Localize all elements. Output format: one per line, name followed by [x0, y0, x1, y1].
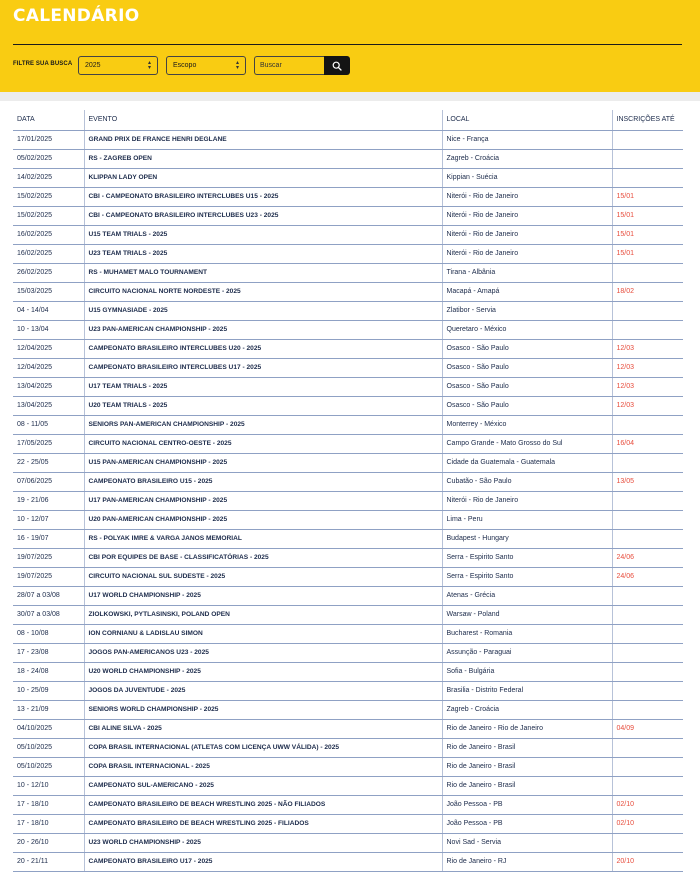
cell-registration-deadline	[612, 149, 683, 168]
cell-event: RS - ZAGREB OPEN	[84, 149, 442, 168]
cell-registration-deadline: 13/05	[612, 472, 683, 491]
cell-date: 16/02/2025	[13, 244, 84, 263]
cell-registration-deadline	[612, 757, 683, 776]
cell-location: Zagreb - Croácia	[442, 700, 612, 719]
table-row[interactable]	[13, 187, 683, 206]
cell-event: U17 WORLD CHAMPIONSHIP - 2025	[84, 586, 442, 605]
scope-select-value: Escopo	[173, 62, 197, 69]
cell-registration-deadline	[612, 605, 683, 624]
column-header-date: DATA	[13, 110, 84, 130]
cell-date: 30/07 a 03/08	[13, 605, 84, 624]
cell-event: ION CORNIANU & LADISLAU SIMON	[84, 624, 442, 643]
cell-event: COPA BRASIL INTERNACIONAL (ATLETAS COM LICENÇA UWW VÁLIDA) - 2025	[84, 738, 442, 757]
cell-registration-deadline	[612, 586, 683, 605]
cell-registration-deadline	[612, 320, 683, 339]
cell-event: ZIOLKOWSKI, PYTLASINSKI, POLAND OPEN	[84, 605, 442, 624]
cell-registration-deadline	[612, 662, 683, 681]
cell-registration-deadline	[612, 681, 683, 700]
cell-registration-deadline: 15/01	[612, 244, 683, 263]
cell-event: U15 GYMNASIADE - 2025	[84, 301, 442, 320]
cell-registration-deadline: 15/01	[612, 187, 683, 206]
cell-date: 05/10/2025	[13, 757, 84, 776]
cell-registration-deadline	[612, 529, 683, 548]
cell-location: Zlatibor - Servia	[442, 301, 612, 320]
cell-registration-deadline	[612, 453, 683, 472]
cell-date: 28/07 a 03/08	[13, 586, 84, 605]
cell-registration-deadline	[612, 643, 683, 662]
calendar-table	[13, 110, 683, 872]
table-row[interactable]	[13, 567, 683, 586]
cell-location: Macapá - Amapá	[442, 282, 612, 301]
cell-location: Rio de Janeiro - RJ	[442, 852, 612, 871]
chevron-updown-icon: ▴ ▾	[235, 60, 239, 71]
cell-location: Lima - Peru	[442, 510, 612, 529]
cell-registration-deadline	[612, 738, 683, 757]
cell-event: CAMPEONATO SUL-AMERICANO - 2025	[84, 776, 442, 795]
cell-event: U15 TEAM TRIALS - 2025	[84, 225, 442, 244]
cell-date: 20 - 26/10	[13, 833, 84, 852]
cell-date: 14/02/2025	[13, 168, 84, 187]
cell-date: 16/02/2025	[13, 225, 84, 244]
cell-event: RS - POLYAK IMRE & VARGA JANOS MEMORIAL	[84, 529, 442, 548]
cell-registration-deadline	[612, 301, 683, 320]
cell-location: Niterói - Rio de Janeiro	[442, 206, 612, 225]
scope-select[interactable]	[166, 56, 246, 75]
cell-event: JOGOS PAN-AMERICANOS U23 - 2025	[84, 643, 442, 662]
cell-registration-deadline: 15/01	[612, 225, 683, 244]
cell-event: RS - MUHAMET MALO TOURNAMENT	[84, 263, 442, 282]
cell-location: Monterrey - México	[442, 415, 612, 434]
cell-location: Niterói - Rio de Janeiro	[442, 225, 612, 244]
table-row[interactable]	[13, 700, 683, 719]
cell-date: 19 - 21/06	[13, 491, 84, 510]
cell-registration-deadline: 04/09	[612, 719, 683, 738]
table-row[interactable]	[13, 244, 683, 263]
cell-location: Assunção - Paraguai	[442, 643, 612, 662]
cell-registration-deadline: 24/06	[612, 548, 683, 567]
cell-date: 19/07/2025	[13, 567, 84, 586]
cell-event: CAMPEONATO BRASILEIRO U15 - 2025	[84, 472, 442, 491]
column-header-event: EVENTO	[84, 110, 442, 130]
cell-location: Tirana - Albânia	[442, 263, 612, 282]
table-row[interactable]	[13, 453, 683, 472]
table-row[interactable]	[13, 415, 683, 434]
table-row[interactable]	[13, 358, 683, 377]
cell-date: 08 - 11/05	[13, 415, 84, 434]
page-header	[0, 0, 700, 92]
cell-registration-deadline	[612, 491, 683, 510]
cell-event: SENIORS PAN-AMERICAN CHAMPIONSHIP - 2025	[84, 415, 442, 434]
page-title: CALENDÁRIO	[13, 6, 140, 26]
cell-location: Bucharest - Romania	[442, 624, 612, 643]
cell-date: 04/10/2025	[13, 719, 84, 738]
cell-location: Rio de Janeiro - Brasil	[442, 776, 612, 795]
table-row[interactable]	[13, 548, 683, 567]
cell-event: U17 TEAM TRIALS - 2025	[84, 377, 442, 396]
cell-registration-deadline: 02/10	[612, 795, 683, 814]
cell-registration-deadline: 12/03	[612, 377, 683, 396]
cell-event: CBI - CAMPEONATO BRASILEIRO INTERCLUBES U15 - 2025	[84, 187, 442, 206]
cell-location: Osasco - São Paulo	[442, 396, 612, 415]
table-row[interactable]	[13, 643, 683, 662]
cell-location: Niterói - Rio de Janeiro	[442, 491, 612, 510]
cell-date: 10 - 25/09	[13, 681, 84, 700]
cell-location: Zagreb - Croácia	[442, 149, 612, 168]
cell-location: Nice - França	[442, 130, 612, 149]
table-row[interactable]	[13, 320, 683, 339]
cell-event: U17 PAN-AMERICAN CHAMPIONSHIP - 2025	[84, 491, 442, 510]
cell-registration-deadline	[612, 624, 683, 643]
cell-event: CAMPEONATO BRASILEIRO DE BEACH WRESTLING 2025 - FILIADOS	[84, 814, 442, 833]
cell-location: Rio de Janeiro - Rio de Janeiro	[442, 719, 612, 738]
cell-registration-deadline	[612, 415, 683, 434]
table-row[interactable]	[13, 377, 683, 396]
table-row[interactable]	[13, 510, 683, 529]
cell-registration-deadline: 18/02	[612, 282, 683, 301]
search-button[interactable]	[324, 56, 350, 75]
cell-registration-deadline: 16/04	[612, 434, 683, 453]
table-row[interactable]	[13, 738, 683, 757]
cell-event: JOGOS DA JUVENTUDE - 2025	[84, 681, 442, 700]
cell-event: U20 TEAM TRIALS - 2025	[84, 396, 442, 415]
table-row[interactable]	[13, 795, 683, 814]
cell-event: CAMPEONATO BRASILEIRO DE BEACH WRESTLING 2025 - NÃO FILIADOS	[84, 795, 442, 814]
cell-location: Osasco - São Paulo	[442, 377, 612, 396]
table-row[interactable]	[13, 339, 683, 358]
cell-registration-deadline: 12/03	[612, 339, 683, 358]
cell-location: Osasco - São Paulo	[442, 358, 612, 377]
cell-registration-deadline: 12/03	[612, 396, 683, 415]
cell-event: CBI POR EQUIPES DE BASE - CLASSIFICATÓRIAS - 2025	[84, 548, 442, 567]
cell-date: 13/04/2025	[13, 396, 84, 415]
cell-date: 05/10/2025	[13, 738, 84, 757]
cell-location: Novi Sad - Servia	[442, 833, 612, 852]
cell-location: Serra - Espirito Santo	[442, 548, 612, 567]
table-row[interactable]	[13, 282, 683, 301]
table-row[interactable]	[13, 624, 683, 643]
cell-date: 17/05/2025	[13, 434, 84, 453]
column-header-registration: INSCRIÇÕES ATÉ	[612, 110, 683, 130]
cell-date: 16 - 19/07	[13, 529, 84, 548]
cell-location: Warsaw - Poland	[442, 605, 612, 624]
cell-registration-deadline: 15/01	[612, 206, 683, 225]
table-row[interactable]	[13, 263, 683, 282]
cell-registration-deadline	[612, 776, 683, 795]
cell-event: CAMPEONATO BRASILEIRO INTERCLUBES U17 - 2025	[84, 358, 442, 377]
table-row[interactable]	[13, 472, 683, 491]
cell-location: Rio de Janeiro - Brasil	[442, 738, 612, 757]
cell-registration-deadline: 24/06	[612, 567, 683, 586]
cell-date: 13 - 21/09	[13, 700, 84, 719]
cell-location: Atenas - Grécia	[442, 586, 612, 605]
cell-location: Rio de Janeiro - Brasil	[442, 757, 612, 776]
cell-date: 20 - 21/11	[13, 852, 84, 871]
cell-date: 07/06/2025	[13, 472, 84, 491]
cell-date: 17 - 23/08	[13, 643, 84, 662]
filter-label: FILTRE SUA BUSCA	[13, 61, 73, 67]
chevron-updown-icon: ▴ ▾	[147, 60, 151, 71]
cell-event: U23 TEAM TRIALS - 2025	[84, 244, 442, 263]
cell-registration-deadline	[612, 263, 683, 282]
cell-event: KLIPPAN LADY OPEN	[84, 168, 442, 187]
cell-location: Serra - Espirito Santo	[442, 567, 612, 586]
cell-location: Cidade da Guatemala - Guatemala	[442, 453, 612, 472]
cell-registration-deadline: 12/03	[612, 358, 683, 377]
table-row[interactable]	[13, 605, 683, 624]
cell-registration-deadline	[612, 168, 683, 187]
table-row[interactable]	[13, 852, 683, 871]
cell-registration-deadline: 20/10	[612, 852, 683, 871]
table-row[interactable]	[13, 434, 683, 453]
cell-location: Sofia - Bulgária	[442, 662, 612, 681]
cell-date: 10 - 12/07	[13, 510, 84, 529]
cell-location: Brasilia - Distrito Federal	[442, 681, 612, 700]
calendar-card	[0, 101, 700, 874]
cell-date: 04 - 14/04	[13, 301, 84, 320]
cell-location: Niterói - Rio de Janeiro	[442, 244, 612, 263]
cell-date: 15/03/2025	[13, 282, 84, 301]
table-row[interactable]	[13, 662, 683, 681]
cell-location: Cubatão - São Paulo	[442, 472, 612, 491]
cell-event: GRAND PRIX DE FRANCE HENRI DEGLANE	[84, 130, 442, 149]
cell-event: SENIORS WORLD CHAMPIONSHIP - 2025	[84, 700, 442, 719]
cell-event: CIRCUITO NACIONAL NORTE NORDESTE - 2025	[84, 282, 442, 301]
cell-event: U23 WORLD CHAMPIONSHIP - 2025	[84, 833, 442, 852]
cell-event: CIRCUITO NACIONAL CENTRO-OESTE - 2025	[84, 434, 442, 453]
search-icon	[332, 61, 342, 71]
cell-date: 12/04/2025	[13, 339, 84, 358]
cell-location: Campo Grande - Mato Grosso do Sul	[442, 434, 612, 453]
cell-date: 08 - 10/08	[13, 624, 84, 643]
cell-event: CAMPEONATO BRASILEIRO U17 - 2025	[84, 852, 442, 871]
cell-date: 17 - 18/10	[13, 795, 84, 814]
table-row[interactable]	[13, 814, 683, 833]
cell-event: CAMPEONATO BRASILEIRO INTERCLUBES U20 - 2025	[84, 339, 442, 358]
cell-location: João Pessoa - PB	[442, 814, 612, 833]
table-header-row	[13, 110, 683, 130]
cell-event: CBI - CAMPEONATO BRASILEIRO INTERCLUBES U23 - 2025	[84, 206, 442, 225]
table-row[interactable]	[13, 529, 683, 548]
cell-location: Budapest - Hungary	[442, 529, 612, 548]
cell-date: 18 - 24/08	[13, 662, 84, 681]
cell-date: 10 - 12/10	[13, 776, 84, 795]
cell-date: 05/02/2025	[13, 149, 84, 168]
cell-location: Osasco - São Paulo	[442, 339, 612, 358]
cell-date: 19/07/2025	[13, 548, 84, 567]
cell-date: 15/02/2025	[13, 187, 84, 206]
year-select-value: 2025	[85, 62, 101, 69]
cell-event: COPA BRASIL INTERNACIONAL - 2025	[84, 757, 442, 776]
table-row[interactable]	[13, 396, 683, 415]
table-row[interactable]	[13, 149, 683, 168]
cell-registration-deadline: 02/10	[612, 814, 683, 833]
cell-event: U20 WORLD CHAMPIONSHIP - 2025	[84, 662, 442, 681]
search-input[interactable]	[254, 56, 325, 75]
cell-registration-deadline	[612, 130, 683, 149]
table-row[interactable]	[13, 225, 683, 244]
year-select[interactable]	[78, 56, 158, 75]
cell-date: 15/02/2025	[13, 206, 84, 225]
table-row[interactable]	[13, 301, 683, 320]
cell-registration-deadline	[612, 700, 683, 719]
table-row[interactable]	[13, 168, 683, 187]
table-row[interactable]	[13, 681, 683, 700]
table-row[interactable]	[13, 757, 683, 776]
cell-date: 10 - 13/04	[13, 320, 84, 339]
cell-date: 12/04/2025	[13, 358, 84, 377]
cell-location: Niterói - Rio de Janeiro	[442, 187, 612, 206]
table-row[interactable]	[13, 206, 683, 225]
cell-event: U15 PAN-AMERICAN CHAMPIONSHIP - 2025	[84, 453, 442, 472]
table-row[interactable]	[13, 719, 683, 738]
cell-date: 22 - 25/05	[13, 453, 84, 472]
header-divider	[13, 44, 682, 45]
table-row[interactable]	[13, 586, 683, 605]
table-row[interactable]	[13, 491, 683, 510]
column-header-location: LOCAL	[442, 110, 612, 130]
cell-date: 13/04/2025	[13, 377, 84, 396]
cell-location: João Pessoa - PB	[442, 795, 612, 814]
table-row[interactable]	[13, 776, 683, 795]
cell-event: U23 PAN-AMERICAN CHAMPIONSHIP - 2025	[84, 320, 442, 339]
cell-event: CBI ALINE SILVA - 2025	[84, 719, 442, 738]
cell-event: U20 PAN-AMERICAN CHAMPIONSHIP - 2025	[84, 510, 442, 529]
table-row[interactable]	[13, 130, 683, 149]
table-row[interactable]	[13, 833, 683, 852]
cell-date: 26/02/2025	[13, 263, 84, 282]
cell-event: CIRCUITO NACIONAL SUL SUDESTE - 2025	[84, 567, 442, 586]
cell-registration-deadline	[612, 510, 683, 529]
cell-date: 17 - 18/10	[13, 814, 84, 833]
cell-location: Kippian - Suécia	[442, 168, 612, 187]
cell-date: 17/01/2025	[13, 130, 84, 149]
cell-registration-deadline	[612, 833, 683, 852]
cell-location: Queretaro - México	[442, 320, 612, 339]
